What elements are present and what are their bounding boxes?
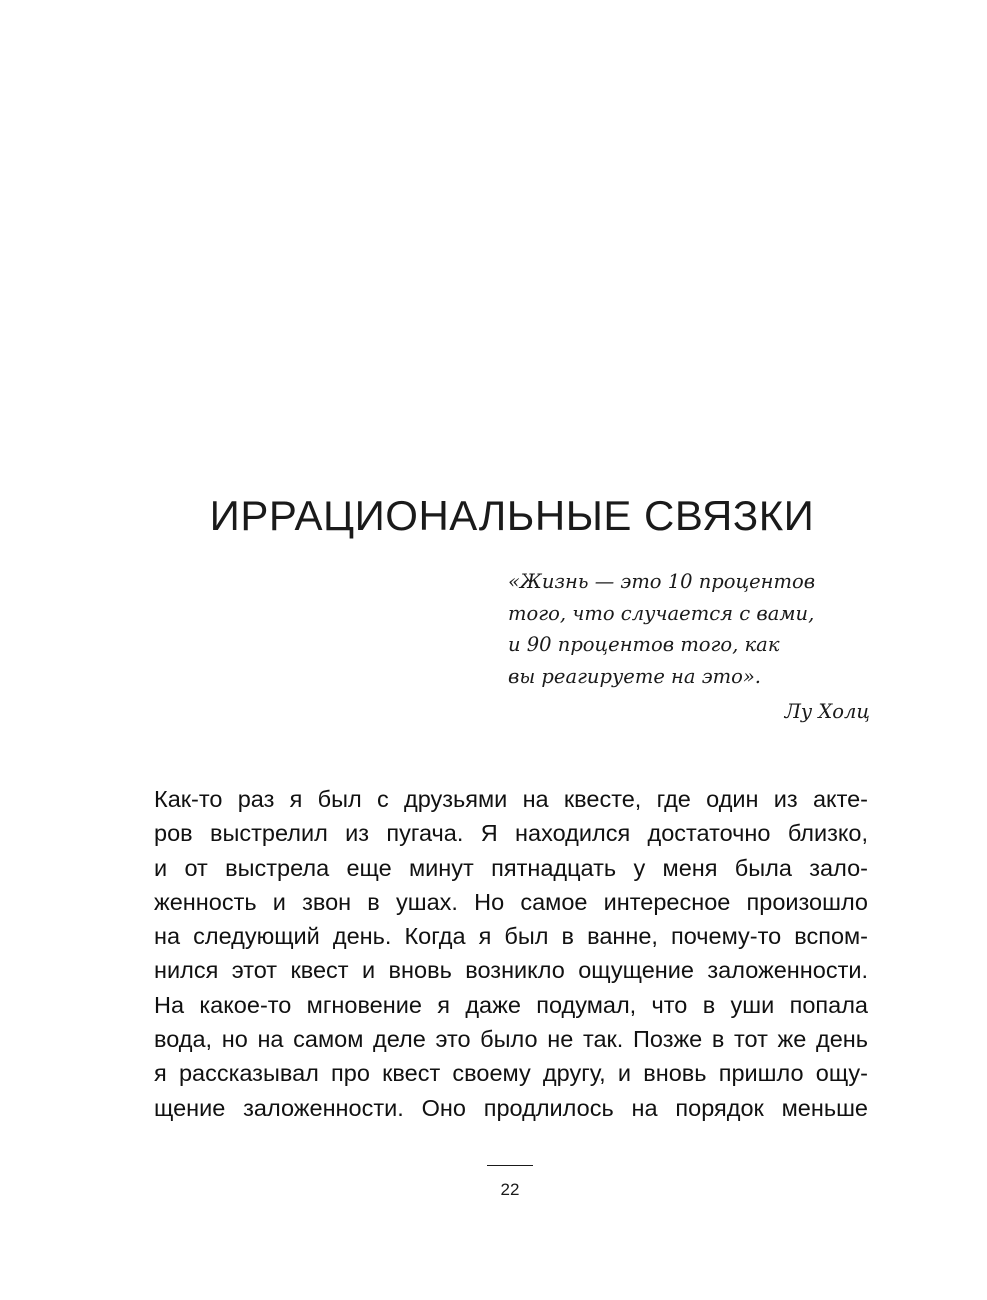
body-line: вода, но на самом деле это было не так. Позже в тот же день bbox=[154, 1026, 868, 1053]
body-line: На какое-то мгновение я даже подумал, что в уши попала bbox=[154, 991, 868, 1018]
body-line: я рассказывал про квест своему другу, и вновь пришло ощу- bbox=[154, 1060, 868, 1087]
body-line: на следующий день. Когда я был в ванне, почему-то вспом- bbox=[154, 923, 868, 950]
page-number: 22 bbox=[500, 1180, 520, 1199]
epigraph-line: «Жизнь — это 10 процентов bbox=[508, 570, 816, 593]
body-paragraph bbox=[154, 782, 868, 1125]
footer-divider bbox=[487, 1165, 533, 1166]
body-line: щение заложенности. Оно продлилось на порядок меньше bbox=[154, 1094, 868, 1121]
body-line: ров выстрелил из пугача. Я находился достаточно близко, bbox=[154, 820, 868, 847]
epigraph bbox=[508, 566, 870, 728]
body-line: женность и звон в ушах. Но самое интересное произошло bbox=[154, 888, 868, 915]
body-line: нился этот квест и вновь возникло ощущение заложенности. bbox=[154, 957, 868, 984]
body-line: и от выстрела еще минут пятнадцать у меня была зало- bbox=[154, 854, 868, 881]
chapter-title: ИРРАЦИОНАЛЬНЫЕ СВЯЗКИ bbox=[209, 492, 815, 539]
epigraph-line: того, что случается с вами, bbox=[508, 601, 815, 625]
epigraph-line: вы реагируете на это». bbox=[508, 664, 762, 688]
epigraph-line: и 90 процентов того, как bbox=[508, 633, 780, 656]
epigraph-author: Лу Холц bbox=[784, 700, 870, 723]
body-line: Как-то раз я был с друзьями на квесте, где один из акте- bbox=[154, 786, 868, 812]
